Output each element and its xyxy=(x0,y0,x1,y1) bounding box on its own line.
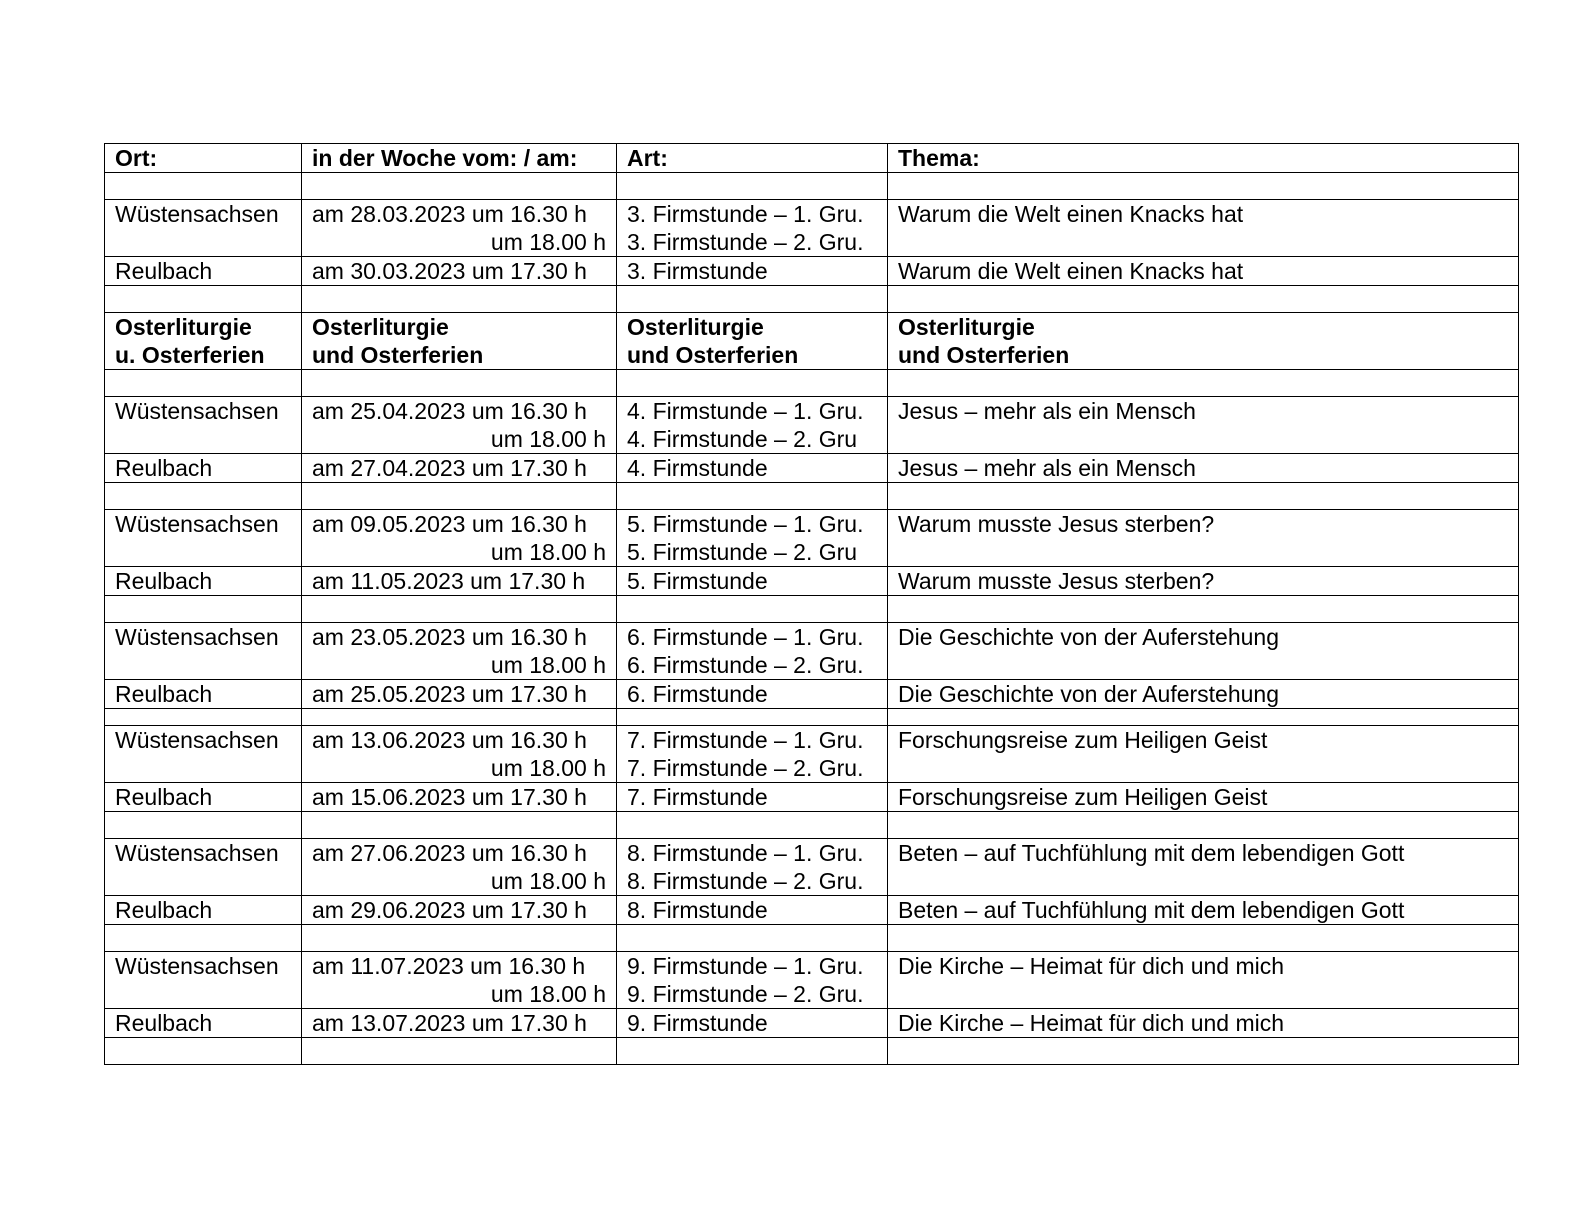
header-ort: Ort: xyxy=(105,144,302,173)
cell-ort: Reulbach xyxy=(105,896,302,925)
cell-date: am 27.06.2023 um 16.30 h um 18.00 h xyxy=(302,839,617,896)
cell-art: 7. Firmstunde xyxy=(617,783,888,812)
table-row xyxy=(105,454,1519,483)
spacer-row xyxy=(105,173,1519,200)
cell-date: am 30.03.2023 um 17.30 h xyxy=(302,257,617,286)
table-row xyxy=(105,397,1519,454)
cell-ort: Reulbach xyxy=(105,1009,302,1038)
header-row xyxy=(105,144,1519,173)
spacer-row xyxy=(105,709,1519,726)
cell-thema: Jesus – mehr als ein Mensch xyxy=(888,454,1519,483)
table-row xyxy=(105,1009,1519,1038)
cell-date: am 15.06.2023 um 17.30 h xyxy=(302,783,617,812)
table-row xyxy=(105,783,1519,812)
cell-thema: Forschungsreise zum Heiligen Geist xyxy=(888,783,1519,812)
cell-date: am 13.07.2023 um 17.30 h xyxy=(302,1009,617,1038)
header-woche: in der Woche vom: / am: xyxy=(302,144,617,173)
cell-ort: Wüstensachsen xyxy=(105,200,302,257)
table-row xyxy=(105,623,1519,680)
cell-date: am 25.05.2023 um 17.30 h xyxy=(302,680,617,709)
cell-thema: Beten – auf Tuchfühlung mit dem lebendigen Gott xyxy=(888,896,1519,925)
cell-art: 9. Firmstunde xyxy=(617,1009,888,1038)
table-row xyxy=(105,896,1519,925)
section-cell: Osterliturgie u. Osterferien xyxy=(105,313,302,370)
cell-ort: Wüstensachsen xyxy=(105,623,302,680)
cell-thema: Warum die Welt einen Knacks hat xyxy=(888,257,1519,286)
cell-thema: Warum die Welt einen Knacks hat xyxy=(888,200,1519,257)
cell-ort: Reulbach xyxy=(105,567,302,596)
spacer-row xyxy=(105,812,1519,839)
cell-thema: Die Geschichte von der Auferstehung xyxy=(888,623,1519,680)
cell-ort: Reulbach xyxy=(105,257,302,286)
cell-date: am 11.05.2023 um 17.30 h xyxy=(302,567,617,596)
header-art: Art: xyxy=(617,144,888,173)
cell-thema: Die Kirche – Heimat für dich und mich xyxy=(888,1009,1519,1038)
spacer-row xyxy=(105,925,1519,952)
cell-date: am 23.05.2023 um 16.30 h um 18.00 h xyxy=(302,623,617,680)
table-row xyxy=(105,952,1519,1009)
cell-thema: Beten – auf Tuchfühlung mit dem lebendigen Gott xyxy=(888,839,1519,896)
cell-art: 6. Firmstunde xyxy=(617,680,888,709)
table-row xyxy=(105,680,1519,709)
cell-ort: Wüstensachsen xyxy=(105,952,302,1009)
cell-thema: Jesus – mehr als ein Mensch xyxy=(888,397,1519,454)
cell-art: 8. Firmstunde xyxy=(617,896,888,925)
cell-ort: Reulbach xyxy=(105,783,302,812)
spacer-row xyxy=(105,1038,1519,1065)
header-thema: Thema: xyxy=(888,144,1519,173)
cell-art: 7. Firmstunde – 1. Gru. 7. Firmstunde – 2. Gru. xyxy=(617,726,888,783)
cell-art: 3. Firmstunde xyxy=(617,257,888,286)
cell-ort: Wüstensachsen xyxy=(105,726,302,783)
cell-art: 9. Firmstunde – 1. Gru. 9. Firmstunde – 2. Gru. xyxy=(617,952,888,1009)
cell-date: am 28.03.2023 um 16.30 h um 18.00 h xyxy=(302,200,617,257)
cell-date: am 29.06.2023 um 17.30 h xyxy=(302,896,617,925)
cell-ort: Wüstensachsen xyxy=(105,839,302,896)
cell-date: am 13.06.2023 um 16.30 h um 18.00 h xyxy=(302,726,617,783)
spacer-row xyxy=(105,286,1519,313)
cell-ort: Reulbach xyxy=(105,680,302,709)
section-cell: Osterliturgie und Osterferien xyxy=(302,313,617,370)
spacer-row xyxy=(105,370,1519,397)
table-row xyxy=(105,510,1519,567)
cell-thema: Warum musste Jesus sterben? xyxy=(888,510,1519,567)
section-cell: Osterliturgie und Osterferien xyxy=(617,313,888,370)
cell-art: 8. Firmstunde – 1. Gru. 8. Firmstunde – 2. Gru. xyxy=(617,839,888,896)
cell-thema: Die Kirche – Heimat für dich und mich xyxy=(888,952,1519,1009)
spacer-row xyxy=(105,483,1519,510)
cell-art: 4. Firmstunde xyxy=(617,454,888,483)
table-row xyxy=(105,200,1519,257)
table-row xyxy=(105,839,1519,896)
cell-ort: Reulbach xyxy=(105,454,302,483)
table-row xyxy=(105,726,1519,783)
cell-thema: Die Geschichte von der Auferstehung xyxy=(888,680,1519,709)
cell-art: 3. Firmstunde – 1. Gru. 3. Firmstunde – 2. Gru. xyxy=(617,200,888,257)
cell-date: am 11.07.2023 um 16.30 h um 18.00 h xyxy=(302,952,617,1009)
cell-thema: Forschungsreise zum Heiligen Geist xyxy=(888,726,1519,783)
spacer-row xyxy=(105,596,1519,623)
section-row xyxy=(105,313,1519,370)
cell-art: 5. Firmstunde xyxy=(617,567,888,596)
cell-date: am 27.04.2023 um 17.30 h xyxy=(302,454,617,483)
cell-date: am 09.05.2023 um 16.30 h um 18.00 h xyxy=(302,510,617,567)
cell-art: 6. Firmstunde – 1. Gru. 6. Firmstunde – 2. Gru. xyxy=(617,623,888,680)
cell-art: 5. Firmstunde – 1. Gru. 5. Firmstunde – 2. Gru xyxy=(617,510,888,567)
cell-thema: Warum musste Jesus sterben? xyxy=(888,567,1519,596)
cell-ort: Wüstensachsen xyxy=(105,397,302,454)
table-row xyxy=(105,257,1519,286)
cell-date: am 25.04.2023 um 16.30 h um 18.00 h xyxy=(302,397,617,454)
cell-ort: Wüstensachsen xyxy=(105,510,302,567)
section-cell: Osterliturgie und Osterferien xyxy=(888,313,1519,370)
schedule-table xyxy=(104,143,1519,1065)
cell-art: 4. Firmstunde – 1. Gru. 4. Firmstunde – 2. Gru xyxy=(617,397,888,454)
table-row xyxy=(105,567,1519,596)
